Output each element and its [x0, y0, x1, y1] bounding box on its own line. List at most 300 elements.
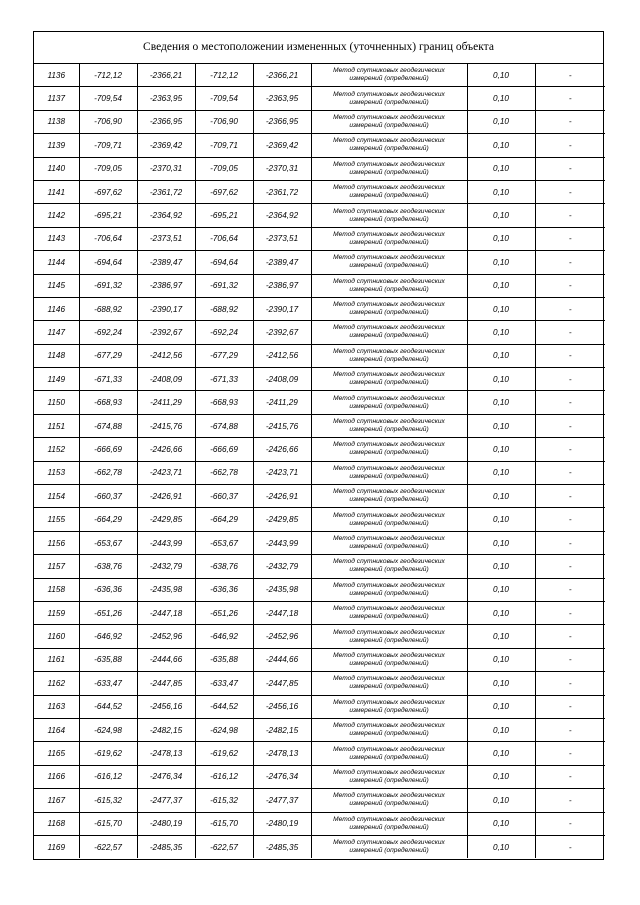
old-x-cell: -651,26	[79, 601, 137, 624]
new-x-cell: -694,64	[195, 251, 253, 274]
method-line: измерений (определений)	[349, 659, 429, 667]
method-line: Метод спутниковых геодезических	[333, 745, 445, 753]
new-x-cell: -615,32	[195, 789, 253, 812]
old-x-cell: -695,21	[79, 204, 137, 227]
table-row	[34, 157, 605, 180]
table-row	[34, 344, 605, 367]
description-cell: -	[535, 672, 605, 695]
table-row	[34, 672, 605, 695]
accuracy-cell: 0,10	[467, 672, 535, 695]
old-x-cell: -636,36	[79, 578, 137, 601]
method-cell	[311, 391, 467, 414]
old-y-cell: -2412,56	[137, 344, 195, 367]
old-y-cell: -2478,13	[137, 742, 195, 765]
method-line: Метод спутниковых геодезических	[333, 137, 445, 145]
point-number-cell: 1148	[34, 344, 79, 367]
description-cell: -	[535, 414, 605, 437]
old-x-cell: -664,29	[79, 508, 137, 531]
table-row	[34, 227, 605, 250]
table-row	[34, 695, 605, 718]
point-number-cell: 1145	[34, 274, 79, 297]
new-x-cell: -709,54	[195, 87, 253, 110]
table-row	[34, 835, 605, 858]
new-y-cell: -2408,09	[253, 368, 311, 391]
point-number-cell: 1141	[34, 180, 79, 203]
old-x-cell: -633,47	[79, 672, 137, 695]
new-y-cell: -2482,15	[253, 718, 311, 741]
method-cell	[311, 812, 467, 835]
old-y-cell: -2447,85	[137, 672, 195, 695]
method-cell	[311, 765, 467, 788]
method-line: Метод спутниковых геодезических	[333, 90, 445, 98]
new-y-cell: -2447,85	[253, 672, 311, 695]
table-row	[34, 765, 605, 788]
description-cell: -	[535, 438, 605, 461]
accuracy-cell: 0,10	[467, 812, 535, 835]
old-x-cell: -646,92	[79, 625, 137, 648]
accuracy-cell: 0,10	[467, 601, 535, 624]
new-x-cell: -691,32	[195, 274, 253, 297]
new-x-cell: -653,67	[195, 531, 253, 554]
old-y-cell: -2435,98	[137, 578, 195, 601]
method-line: измерений (определений)	[349, 683, 429, 691]
method-line: измерений (определений)	[349, 472, 429, 480]
old-x-cell: -653,67	[79, 531, 137, 554]
accuracy-cell: 0,10	[467, 87, 535, 110]
description-cell: -	[535, 297, 605, 320]
method-cell	[311, 157, 467, 180]
method-line: Метод спутниковых геодезических	[333, 535, 445, 542]
table-row	[34, 414, 605, 437]
old-x-cell: -697,62	[79, 180, 137, 203]
point-number-cell: 1167	[34, 789, 79, 812]
accuracy-cell: 0,10	[467, 695, 535, 718]
method-cell	[311, 87, 467, 110]
table-row	[34, 134, 605, 157]
point-number-cell: 1164	[34, 718, 79, 741]
accuracy-cell: 0,10	[467, 180, 535, 203]
point-number-cell: 1158	[34, 578, 79, 601]
new-x-cell: -646,92	[195, 625, 253, 648]
new-y-cell: -2478,13	[253, 742, 311, 765]
new-x-cell: -668,93	[195, 391, 253, 414]
old-x-cell: -615,70	[79, 812, 137, 835]
accuracy-cell: 0,10	[467, 508, 535, 531]
old-x-cell: -692,24	[79, 321, 137, 344]
new-y-cell: -2426,66	[253, 438, 311, 461]
method-line: измерений (определений)	[349, 449, 429, 457]
accuracy-cell: 0,10	[467, 461, 535, 484]
method-line: Метод спутниковых геодезических	[333, 792, 445, 800]
method-cell	[311, 835, 467, 858]
accuracy-cell: 0,10	[467, 555, 535, 578]
method-line: Метод спутниковых геодезических	[333, 113, 445, 121]
accuracy-cell: 0,10	[467, 344, 535, 367]
description-cell: -	[535, 344, 605, 367]
old-x-cell: -635,88	[79, 648, 137, 671]
new-y-cell: -2390,17	[253, 297, 311, 320]
old-x-cell: -674,88	[79, 414, 137, 437]
accuracy-cell: 0,10	[467, 742, 535, 765]
method-cell	[311, 695, 467, 718]
table-row	[34, 601, 605, 624]
old-y-cell: -2373,51	[137, 227, 195, 250]
old-x-cell: -616,12	[79, 765, 137, 788]
new-x-cell: -666,69	[195, 438, 253, 461]
method-line: Метод спутниковых геодезических	[333, 768, 445, 776]
point-number-cell: 1150	[34, 391, 79, 414]
accuracy-cell: 0,10	[467, 391, 535, 414]
point-number-cell: 1137	[34, 87, 79, 110]
new-x-cell: -664,29	[195, 508, 253, 531]
old-y-cell: -2369,42	[137, 134, 195, 157]
method-line: Метод спутниковых геодезических	[333, 441, 445, 449]
table-row	[34, 180, 605, 203]
new-y-cell: -2361,72	[253, 180, 311, 203]
table-row	[34, 718, 605, 741]
table-row	[34, 391, 605, 414]
point-number-cell: 1139	[34, 134, 79, 157]
method-line: Метод спутниковых геодезических	[333, 324, 445, 332]
point-number-cell: 1136	[34, 64, 79, 87]
description-cell: -	[535, 368, 605, 391]
method-cell	[311, 414, 467, 437]
point-number-cell: 1140	[34, 157, 79, 180]
old-y-cell: -2370,31	[137, 157, 195, 180]
old-x-cell: -619,62	[79, 742, 137, 765]
new-y-cell: -2411,29	[253, 391, 311, 414]
old-y-cell: -2423,71	[137, 461, 195, 484]
method-line: измерений (определений)	[349, 543, 429, 550]
new-x-cell: -619,62	[195, 742, 253, 765]
new-y-cell: -2477,37	[253, 789, 311, 812]
old-y-cell: -2411,29	[137, 391, 195, 414]
point-number-cell: 1155	[34, 508, 79, 531]
new-x-cell: -622,57	[195, 835, 253, 858]
method-cell	[311, 368, 467, 391]
table-row	[34, 87, 605, 110]
method-line: измерений (определений)	[349, 706, 429, 714]
new-x-cell: -695,21	[195, 204, 253, 227]
method-line: Метод спутниковых геодезических	[333, 511, 445, 519]
method-line: Метод спутниковых геодезических	[333, 160, 445, 168]
table-row	[34, 485, 605, 508]
method-line: измерений (определений)	[349, 589, 429, 597]
new-x-cell: -616,12	[195, 765, 253, 788]
method-cell	[311, 508, 467, 531]
point-number-cell: 1138	[34, 110, 79, 133]
table-row	[34, 368, 605, 391]
new-y-cell: -2447,18	[253, 601, 311, 624]
new-x-cell: -709,05	[195, 157, 253, 180]
description-cell: -	[535, 391, 605, 414]
old-y-cell: -2432,79	[137, 555, 195, 578]
table-row	[34, 648, 605, 671]
method-line: измерений (определений)	[349, 121, 429, 129]
old-y-cell: -2482,15	[137, 718, 195, 741]
description-cell: -	[535, 601, 605, 624]
new-x-cell: -638,76	[195, 555, 253, 578]
old-y-cell: -2415,76	[137, 414, 195, 437]
new-x-cell: -624,98	[195, 718, 253, 741]
table-row	[34, 274, 605, 297]
new-x-cell: -671,33	[195, 368, 253, 391]
method-line: Метод спутниковых геодезических	[333, 558, 445, 566]
description-cell: -	[535, 718, 605, 741]
method-line: Метод спутниковых геодезических	[333, 230, 445, 238]
new-y-cell: -2456,16	[253, 695, 311, 718]
new-y-cell: -2386,97	[253, 274, 311, 297]
method-line: Метод спутниковых геодезических	[333, 651, 445, 659]
new-y-cell: -2480,19	[253, 812, 311, 835]
new-y-cell: -2485,35	[253, 835, 311, 858]
accuracy-cell: 0,10	[467, 321, 535, 344]
new-x-cell: -674,88	[195, 414, 253, 437]
accuracy-cell: 0,10	[467, 157, 535, 180]
old-x-cell: -709,05	[79, 157, 137, 180]
method-cell	[311, 742, 467, 765]
method-line: измерений (определений)	[349, 332, 429, 340]
old-y-cell: -2444,66	[137, 648, 195, 671]
point-number-cell: 1166	[34, 765, 79, 788]
point-number-cell: 1153	[34, 461, 79, 484]
point-number-cell: 1146	[34, 297, 79, 320]
old-x-cell: -622,57	[79, 835, 137, 858]
old-y-cell: -2363,95	[137, 87, 195, 110]
method-line: Метод спутниковых геодезических	[333, 371, 445, 379]
method-line: измерений (определений)	[349, 192, 429, 200]
method-line: измерений (определений)	[349, 823, 429, 831]
new-y-cell: -2363,95	[253, 87, 311, 110]
old-y-cell: -2392,67	[137, 321, 195, 344]
new-x-cell: -706,64	[195, 227, 253, 250]
boundary-points-table	[34, 64, 605, 858]
method-cell	[311, 274, 467, 297]
old-y-cell: -2364,92	[137, 204, 195, 227]
method-line: измерений (определений)	[349, 145, 429, 153]
old-y-cell: -2426,66	[137, 438, 195, 461]
new-y-cell: -2415,76	[253, 414, 311, 437]
new-x-cell: -660,37	[195, 485, 253, 508]
point-number-cell: 1151	[34, 414, 79, 437]
old-y-cell: -2408,09	[137, 368, 195, 391]
method-cell	[311, 344, 467, 367]
accuracy-cell: 0,10	[467, 835, 535, 858]
new-x-cell: -615,70	[195, 812, 253, 835]
old-x-cell: -671,33	[79, 368, 137, 391]
new-y-cell: -2369,42	[253, 134, 311, 157]
old-x-cell: -644,52	[79, 695, 137, 718]
old-y-cell: -2429,85	[137, 508, 195, 531]
method-line: измерений (определений)	[349, 402, 429, 410]
description-cell: -	[535, 648, 605, 671]
method-line: Метод спутниковых геодезических	[333, 418, 445, 426]
method-line: измерений (определений)	[349, 753, 429, 761]
table-row	[34, 251, 605, 274]
old-y-cell: -2426,91	[137, 485, 195, 508]
point-number-cell: 1142	[34, 204, 79, 227]
old-x-cell: -691,32	[79, 274, 137, 297]
description-cell: -	[535, 485, 605, 508]
method-cell	[311, 601, 467, 624]
point-number-cell: 1159	[34, 601, 79, 624]
method-line: измерений (определений)	[349, 285, 429, 293]
method-line: Метод спутниковых геодезических	[333, 628, 445, 636]
new-y-cell: -2389,47	[253, 251, 311, 274]
method-line: Метод спутниковых геодезических	[333, 675, 445, 683]
new-y-cell: -2435,98	[253, 578, 311, 601]
accuracy-cell: 0,10	[467, 368, 535, 391]
old-x-cell: -709,71	[79, 134, 137, 157]
point-number-cell: 1168	[34, 812, 79, 835]
old-y-cell: -2477,37	[137, 789, 195, 812]
table-row	[34, 578, 605, 601]
new-x-cell: -697,62	[195, 180, 253, 203]
new-x-cell: -651,26	[195, 601, 253, 624]
table-title: Сведения о местоположении измененных (уточненных) границ объекта	[34, 32, 603, 64]
method-cell	[311, 672, 467, 695]
accuracy-cell: 0,10	[467, 134, 535, 157]
accuracy-cell: 0,10	[467, 64, 535, 87]
method-cell	[311, 789, 467, 812]
method-line: Метод спутниковых геодезических	[333, 394, 445, 402]
method-line: Метод спутниковых геодезических	[333, 488, 445, 496]
old-x-cell: -706,90	[79, 110, 137, 133]
new-x-cell: -662,78	[195, 461, 253, 484]
accuracy-cell: 0,10	[467, 531, 535, 554]
table-row	[34, 110, 605, 133]
point-number-cell: 1152	[34, 438, 79, 461]
old-x-cell: -709,54	[79, 87, 137, 110]
point-number-cell: 1165	[34, 742, 79, 765]
new-y-cell: -2444,66	[253, 648, 311, 671]
old-x-cell: -706,64	[79, 227, 137, 250]
table-row	[34, 555, 605, 578]
description-cell: -	[535, 64, 605, 87]
table-row	[34, 789, 605, 812]
method-line: Метод спутниковых геодезических	[333, 347, 445, 355]
method-line: измерений (определений)	[349, 75, 429, 83]
method-line: Метод спутниковых геодезических	[333, 67, 445, 75]
description-cell: -	[535, 508, 605, 531]
method-cell	[311, 64, 467, 87]
old-y-cell: -2480,19	[137, 812, 195, 835]
method-line: Метод спутниковых геодезических	[333, 464, 445, 472]
accuracy-cell: 0,10	[467, 718, 535, 741]
accuracy-cell: 0,10	[467, 110, 535, 133]
old-x-cell: -668,93	[79, 391, 137, 414]
method-cell	[311, 625, 467, 648]
old-x-cell: -660,37	[79, 485, 137, 508]
method-line: Метод спутниковых геодезических	[333, 605, 445, 613]
method-line: Метод спутниковых геодезических	[333, 581, 445, 589]
method-line: измерений (определений)	[349, 309, 429, 317]
method-line: измерений (определений)	[349, 215, 429, 223]
old-y-cell: -2361,72	[137, 180, 195, 203]
point-number-cell: 1154	[34, 485, 79, 508]
table-row	[34, 64, 605, 87]
method-cell	[311, 227, 467, 250]
accuracy-cell: 0,10	[467, 274, 535, 297]
new-y-cell: -2476,34	[253, 765, 311, 788]
old-y-cell: -2390,17	[137, 297, 195, 320]
new-y-cell: -2426,91	[253, 485, 311, 508]
old-y-cell: -2485,35	[137, 835, 195, 858]
description-cell: -	[535, 134, 605, 157]
new-x-cell: -712,12	[195, 64, 253, 87]
old-x-cell: -638,76	[79, 555, 137, 578]
table-row	[34, 742, 605, 765]
method-cell	[311, 110, 467, 133]
method-cell	[311, 204, 467, 227]
point-number-cell: 1144	[34, 251, 79, 274]
accuracy-cell: 0,10	[467, 438, 535, 461]
boundary-table-frame	[33, 31, 604, 860]
method-line: Метод спутниковых геодезических	[333, 301, 445, 309]
accuracy-cell: 0,10	[467, 204, 535, 227]
description-cell: -	[535, 461, 605, 484]
description-cell: -	[535, 180, 605, 203]
new-y-cell: -2429,85	[253, 508, 311, 531]
method-cell	[311, 648, 467, 671]
method-line: Метод спутниковых геодезических	[333, 277, 445, 285]
description-cell: -	[535, 110, 605, 133]
method-line: Метод спутниковых геодезических	[333, 722, 445, 730]
table-row	[34, 531, 605, 554]
new-y-cell: -2366,21	[253, 64, 311, 87]
new-x-cell: -635,88	[195, 648, 253, 671]
description-cell: -	[535, 227, 605, 250]
accuracy-cell: 0,10	[467, 297, 535, 320]
point-number-cell: 1156	[34, 531, 79, 554]
new-x-cell: -706,90	[195, 110, 253, 133]
table-row	[34, 204, 605, 227]
method-line: измерений (определений)	[349, 379, 429, 387]
method-line: измерений (определений)	[349, 613, 429, 621]
old-x-cell: -694,64	[79, 251, 137, 274]
new-y-cell: -2423,71	[253, 461, 311, 484]
table-body	[34, 64, 605, 858]
method-cell	[311, 134, 467, 157]
point-number-cell: 1160	[34, 625, 79, 648]
method-line: Метод спутниковых геодезических	[333, 839, 445, 847]
old-y-cell: -2389,47	[137, 251, 195, 274]
new-y-cell: -2412,56	[253, 344, 311, 367]
method-line: Метод спутниковых геодезических	[333, 698, 445, 706]
method-line: измерений (определений)	[349, 636, 429, 644]
table-row	[34, 297, 605, 320]
point-number-cell: 1169	[34, 835, 79, 858]
old-x-cell: -712,12	[79, 64, 137, 87]
new-y-cell: -2392,67	[253, 321, 311, 344]
point-number-cell: 1149	[34, 368, 79, 391]
method-cell	[311, 461, 467, 484]
description-cell: -	[535, 274, 605, 297]
method-line: измерений (определений)	[349, 566, 429, 574]
old-y-cell: -2452,96	[137, 625, 195, 648]
description-cell: -	[535, 87, 605, 110]
old-x-cell: -677,29	[79, 344, 137, 367]
method-cell	[311, 251, 467, 274]
method-line: Метод спутниковых геодезических	[333, 254, 445, 262]
method-line: измерений (определений)	[349, 168, 429, 176]
old-y-cell: -2476,34	[137, 765, 195, 788]
old-x-cell: -615,32	[79, 789, 137, 812]
old-y-cell: -2447,18	[137, 601, 195, 624]
accuracy-cell: 0,10	[467, 485, 535, 508]
method-cell	[311, 438, 467, 461]
new-x-cell: -636,36	[195, 578, 253, 601]
